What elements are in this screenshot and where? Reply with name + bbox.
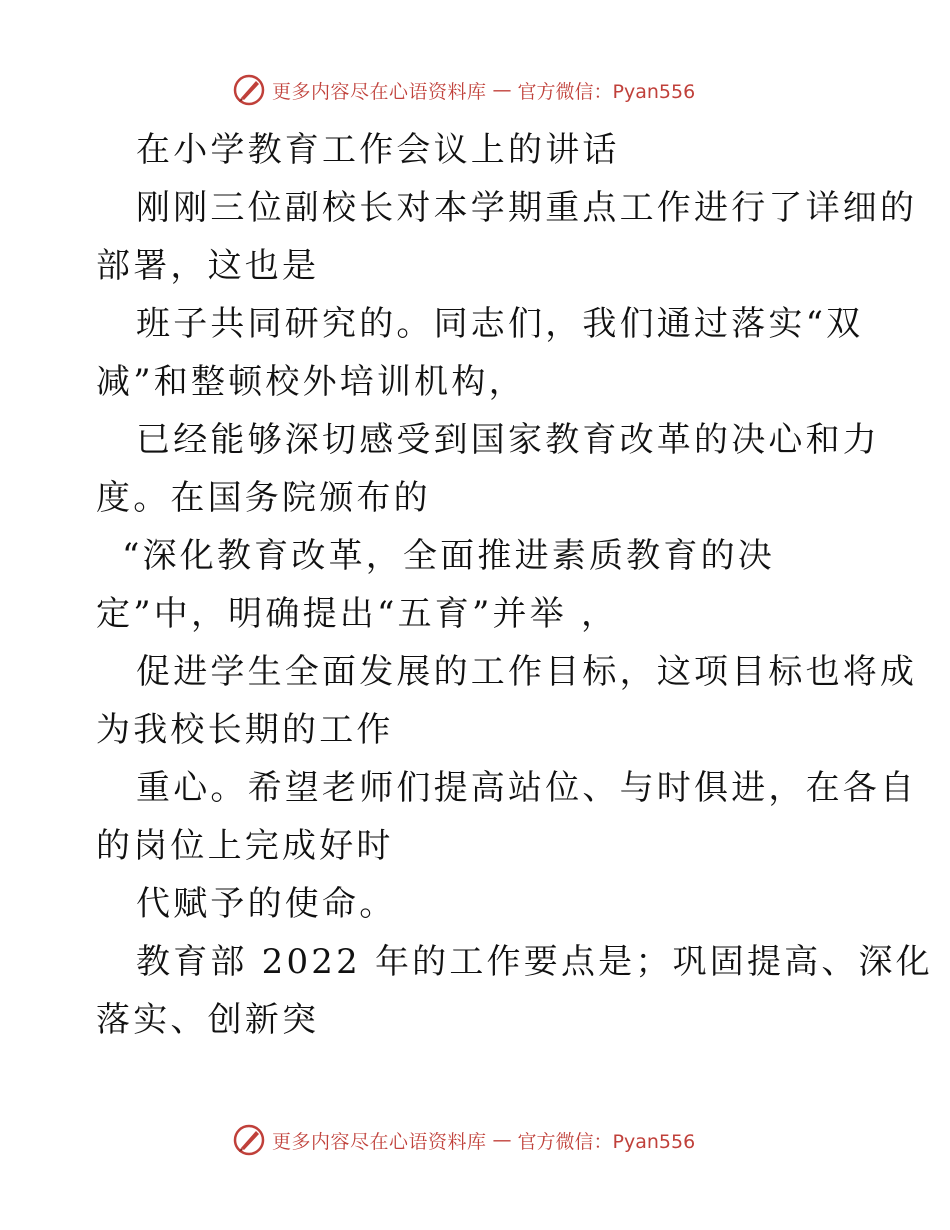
text-line: 的岗位上完成好时 [96, 826, 394, 866]
text-line: 已经能够深切感受到国家教育改革的决心和力 [136, 420, 880, 460]
paragraph-7 [96, 875, 856, 933]
paragraph-3-cont [96, 469, 856, 527]
paragraph-4 [96, 527, 856, 585]
watermark-dash: — [492, 79, 512, 101]
paragraph-4-cont [96, 585, 856, 643]
text-line: 重心。希望老师们提高站位、与时俱进，在各自 [136, 768, 918, 808]
paragraph-8-cont [96, 991, 856, 1049]
text-line: 落实、创新突 [96, 1000, 320, 1040]
text-line: 班子共同研究的。同志们，我们通过落实“双 [136, 304, 864, 344]
quill-pen-logo-icon [232, 73, 266, 107]
text-line: 减”和整顿校外培训机构， [96, 362, 526, 402]
text-line: 促进学生全面发展的工作目标，这项目标也将成 [136, 652, 918, 692]
paragraph-2-cont [96, 353, 856, 411]
text-line: “深化教育改革，全面推进素质教育的决 [122, 536, 775, 576]
paragraph-2 [96, 295, 864, 353]
paragraph-6-cont [96, 817, 856, 875]
paragraph-5-cont [96, 701, 856, 759]
text-line: 刚刚三位副校长对本学期重点工作进行了详细的 [136, 188, 918, 228]
text-line: 度。在国务院颁布的 [96, 478, 431, 518]
paragraph-5 [96, 643, 918, 701]
header-watermark [232, 72, 695, 108]
text-line: 定”中，明确提出“五育”并举 ， [96, 594, 619, 634]
watermark-contact: 官方微信：Pyan556 [517, 1130, 696, 1153]
paragraph-3 [96, 411, 880, 469]
quill-pen-logo-icon [232, 1123, 266, 1157]
paragraph-8 [96, 933, 933, 991]
footer-watermark [232, 1122, 695, 1158]
text-line: 部署，这也是 [96, 246, 320, 286]
paragraph-1-cont [96, 237, 856, 295]
text-line: 为我校长期的工作 [96, 710, 394, 750]
document-body [96, 121, 933, 1049]
paragraph-6 [96, 759, 918, 817]
watermark-dash: — [492, 1129, 512, 1151]
watermark-text: 更多内容尽在心语资料库 [272, 80, 487, 103]
text-line: 教育部 2022 年的工作要点是；巩固提高、深化 [136, 942, 933, 982]
document-title: 在小学教育工作会议上的讲话 [136, 130, 620, 170]
text-line: 代赋予的使命。 [136, 884, 397, 924]
watermark-contact: 官方微信：Pyan556 [517, 80, 696, 103]
watermark-text: 更多内容尽在心语资料库 [272, 1130, 487, 1153]
paragraph-1 [96, 179, 918, 237]
